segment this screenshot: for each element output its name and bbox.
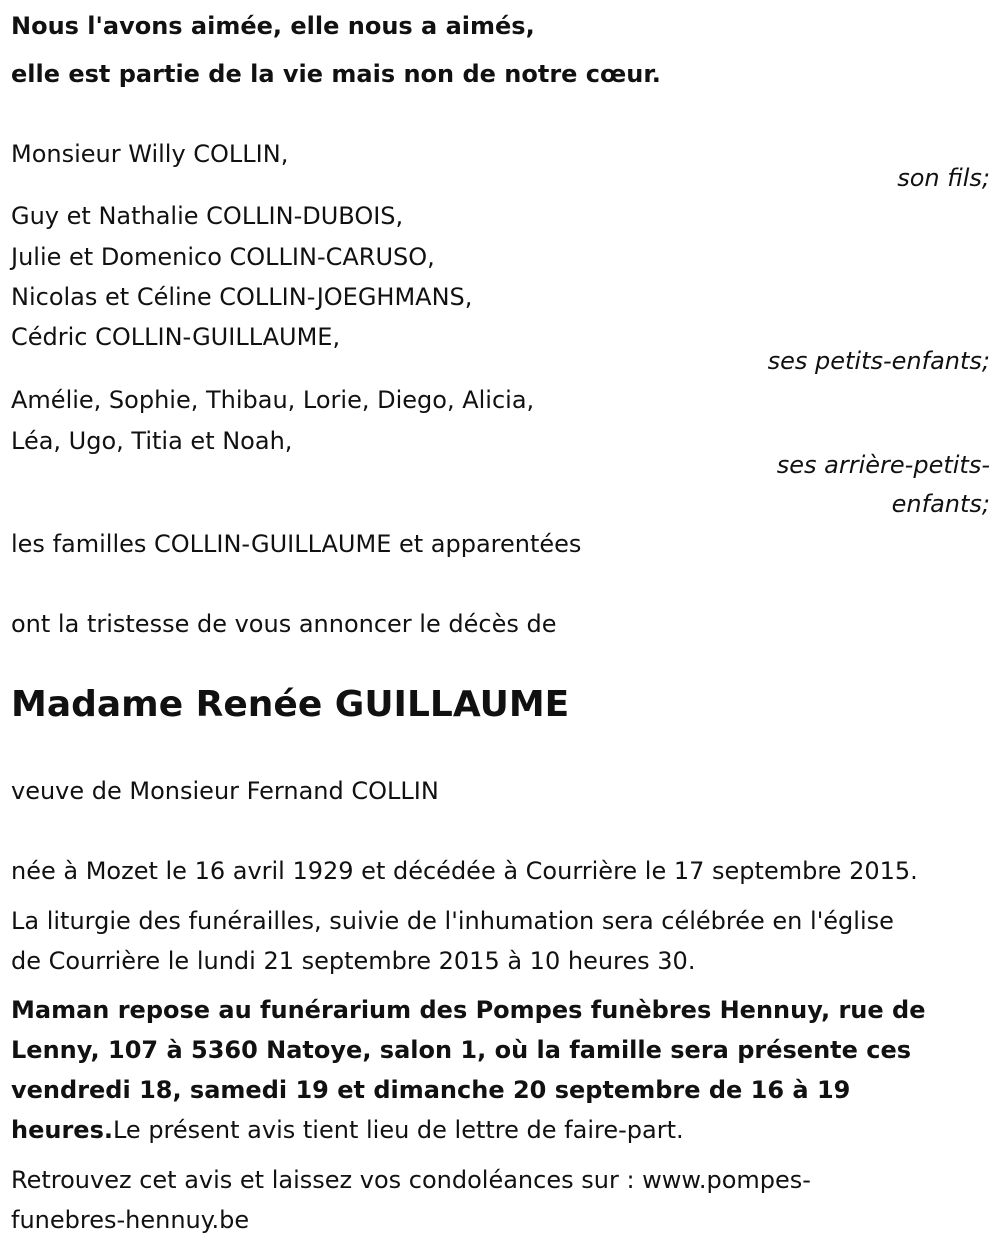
liturgy-line-2: de Courrière le lundi 21 septembre 2015 à 10 heures 30. [11, 947, 696, 975]
birth-death: née à Mozet le 16 avril 1929 et décédée à Courrière le 17 septembre 2015. [11, 857, 918, 885]
deceased-name: Madame Renée GUILLAUME [11, 684, 570, 725]
intro-line-2: elle est partie de la vie mais non de notre cœur. [11, 60, 661, 88]
rest-line-3: vendredi 18, samedi 19 et dimanche 20 septembre de 16 à 19 [11, 1076, 851, 1104]
announcement: ont la tristesse de vous annoncer le décès de [11, 610, 557, 638]
grandchild-1: Guy et Nathalie COLLIN-DUBOIS, [11, 202, 404, 230]
rest-line-2: Lenny, 107 à 5360 Natoye, salon 1, où la famille sera présente ces [11, 1036, 912, 1064]
grandchild-4: Cédric COLLIN-GUILLAUME, [11, 323, 341, 351]
widow-of: veuve de Monsieur Fernand COLLIN [11, 777, 439, 805]
rest-line-1: Maman repose au funérarium des Pompes funèbres Hennuy, rue de [11, 996, 926, 1024]
rest-line-4 [11, 1114, 684, 1146]
grandchild-3: Nicolas et Céline COLLIN-JOEGHMANS, [11, 283, 473, 311]
rest-last-bold: heures. [11, 1116, 113, 1144]
great-grandchildren-role-1: ses arrière-petits- [776, 451, 990, 479]
footer-line-1: Retrouvez cet avis et laissez vos condoléances sur : www.pompes- [11, 1166, 811, 1194]
great-grandchildren-2: Léa, Ugo, Titia et Noah, [11, 427, 293, 455]
great-grandchildren-role-2: enfants; [891, 490, 990, 518]
families-line: les familles COLLIN-GUILLAUME et apparentées [11, 530, 582, 558]
son-role: son fils; [897, 164, 990, 192]
rest-last-normal: Le présent avis tient lieu de lettre de faire-part. [112, 1116, 684, 1144]
grandchild-2: Julie et Domenico COLLIN-CARUSO, [11, 243, 435, 271]
footer-line-2: funebres-hennuy.be [11, 1206, 250, 1234]
grandchildren-role: ses petits-enfants; [767, 347, 990, 375]
son-name: Monsieur Willy COLLIN, [11, 140, 289, 168]
great-grandchildren-1: Amélie, Sophie, Thibau, Lorie, Diego, Alicia, [11, 386, 535, 414]
intro-line-1: Nous l'avons aimée, elle nous a aimés, [11, 12, 535, 40]
liturgy-line-1: La liturgie des funérailles, suivie de l'inhumation sera célébrée en l'église [11, 907, 894, 935]
